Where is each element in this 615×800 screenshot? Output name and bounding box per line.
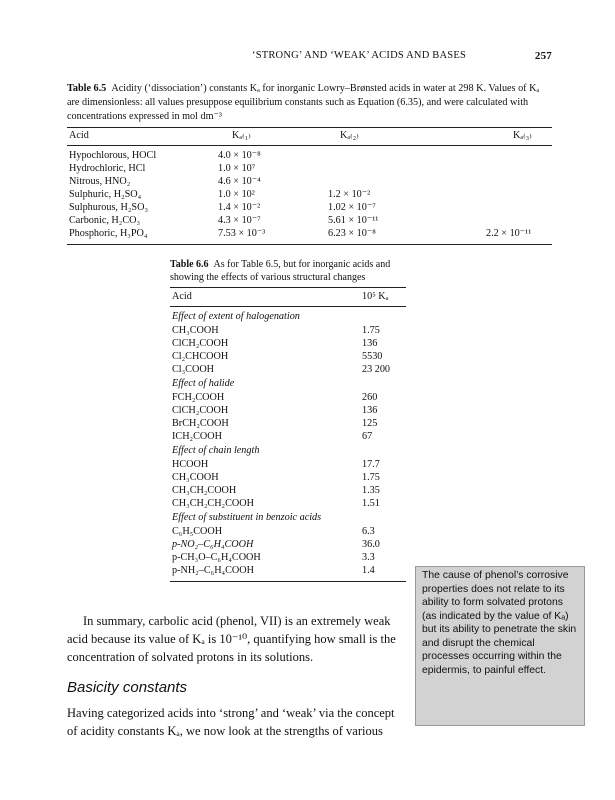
ka-value: 17.7 bbox=[362, 459, 380, 470]
acid-formula: FCH₂COOH bbox=[172, 392, 225, 403]
ka1-value: 4.6 × 10⁻⁴ bbox=[218, 176, 261, 187]
margin-note: The cause of phenol’s corrosive properties does not relate to its ability to form solvated protons (as indicated by the value of Kₐ) but its ability to penetrate the skin and disrupt the chemical processes occurring within the epidermis, to painful effect. bbox=[415, 566, 585, 726]
ka2-value: 5.61 × 10⁻¹¹ bbox=[328, 215, 379, 226]
ka-value: 1.4 bbox=[362, 565, 375, 576]
table-6-6-top-rule bbox=[170, 287, 406, 288]
table-6-5-bottom-rule bbox=[67, 244, 552, 245]
ka-value: 6.3 bbox=[362, 526, 375, 537]
acid-formula: Cl₂CHCOOH bbox=[172, 351, 229, 362]
table-6-5-label: Table 6.5 bbox=[67, 83, 107, 94]
ka-value: 1.75 bbox=[362, 472, 380, 483]
ka1-value: 1.0 × 10⁷ bbox=[218, 163, 256, 174]
section-title: Effect of substituent in benzoic acids bbox=[172, 512, 322, 523]
ka1-value: 1.4 × 10⁻² bbox=[218, 202, 261, 213]
acid-formula: ICH₂COOH bbox=[172, 431, 222, 442]
ka2-value: 6.23 × 10⁻⁸ bbox=[328, 228, 376, 239]
running-title: ‘STRONG’ AND ‘WEAK’ ACIDS AND BASES bbox=[252, 50, 466, 61]
ka-value: 1.75 bbox=[362, 325, 380, 336]
ka-value: 136 bbox=[362, 405, 378, 416]
acid-name: Sulphurous, H₂SO₃ bbox=[69, 202, 148, 213]
ka1-value: 1.0 × 10² bbox=[218, 189, 255, 200]
acid-formula: HCOOH bbox=[172, 459, 209, 470]
ka-value: 67 bbox=[362, 431, 373, 442]
acid-formula: Cl₃COOH bbox=[172, 364, 215, 375]
section-title: Effect of halide bbox=[172, 378, 235, 389]
body-paragraph: Having categorized acids into ‘strong’ and ‘weak’ via the concept of acidity constants Kₐ, we now look at the strengths of various bbox=[67, 706, 395, 738]
column-header: Kₐ₍₁₎ bbox=[232, 130, 251, 141]
ka-value: 1.51 bbox=[362, 498, 380, 509]
section-title: Effect of chain length bbox=[172, 445, 260, 456]
ka-value: 3.3 bbox=[362, 552, 375, 563]
column-header: Kₐ₍₃₎ bbox=[513, 130, 532, 141]
acid-formula: ClCH₂COOH bbox=[172, 338, 229, 349]
table-6-6-bottom-rule bbox=[170, 581, 406, 582]
acid-name: Nitrous, HNO₂ bbox=[69, 176, 131, 187]
ka-value: 125 bbox=[362, 418, 378, 429]
ka2-value: 1.2 × 10⁻² bbox=[328, 189, 371, 200]
ka3-value: 2.2 × 10⁻¹¹ bbox=[486, 228, 532, 239]
acid-formula: p-CH₃O–C₆H₄COOH bbox=[172, 552, 261, 563]
acid-formula: CH₃COOH bbox=[172, 325, 219, 336]
table-6-5-header-rule bbox=[67, 145, 552, 146]
table-6-5-header-row bbox=[0, 130, 615, 142]
ka1-value: 4.0 × 10⁻⁸ bbox=[218, 150, 261, 161]
ka-value: 260 bbox=[362, 392, 378, 403]
section-heading: Basicity constants bbox=[67, 679, 188, 696]
acid-formula: C₆H₅COOH bbox=[172, 526, 223, 537]
table-6-6-caption-text: As for Table 6.5, but for inorganic acids and showing the effects of various structural changes bbox=[170, 259, 391, 283]
acid-formula: CH₃COOH bbox=[172, 472, 219, 483]
acid-name: Hypochlorous, HOCl bbox=[69, 150, 157, 161]
acid-formula: CH₃CH₂COOH bbox=[172, 485, 237, 496]
acid-name: Phosphoric, H₃PO₄ bbox=[69, 228, 148, 239]
running-header bbox=[252, 50, 552, 61]
table-6-6-label: Table 6.6 bbox=[170, 259, 209, 270]
column-header: 10⁵ Kₐ bbox=[362, 291, 389, 302]
ka-value: 5530 bbox=[362, 351, 383, 362]
ka1-value: 7.53 × 10⁻³ bbox=[218, 228, 266, 239]
table-6-6-caption bbox=[170, 258, 406, 284]
table-6-5-top-rule bbox=[67, 127, 552, 128]
acid-name: Hydrochloric, HCl bbox=[69, 163, 146, 174]
ka2-value: 1.02 × 10⁻⁷ bbox=[328, 202, 376, 213]
ka-value: 1.35 bbox=[362, 485, 380, 496]
acid-formula: ClCH₂COOH bbox=[172, 405, 229, 416]
acid-name: Sulphuric, H₂SO₄ bbox=[69, 189, 142, 200]
column-header: Acid bbox=[172, 291, 192, 302]
table-6-6-header-rule bbox=[170, 306, 406, 307]
body-paragraph: In summary, carbolic acid (phenol, VII) is an extremely weak acid because its value of Kₐ is 10⁻¹⁰, quantifying how small is the concentration of solvated protons in its solutions. bbox=[67, 614, 396, 664]
acid-formula: p-NH₂–C₆H₄COOH bbox=[172, 565, 254, 576]
column-header: Kₐ₍₂₎ bbox=[340, 130, 359, 141]
column-header: Acid bbox=[69, 130, 89, 141]
page-number: 257 bbox=[534, 50, 552, 62]
table-6-5-caption bbox=[67, 82, 552, 124]
section-title: Effect of extent of halogenation bbox=[172, 311, 300, 322]
table-6-5-caption-text: Acidity (‘dissociation’) constants Kₐ for inorganic Lowry–Brønsted acids in water at 298 K. Values of Kₐ are dimensionless: all values presuppose equilibrium constants such as Equation (6.35), and were calculated with concentrations expressed in mol dm⁻³ bbox=[67, 83, 540, 122]
ka-value: 36.0 bbox=[362, 539, 380, 550]
acid-formula: BrCH₂COOH bbox=[172, 418, 229, 429]
acid-formula: CH₃CH₂CH₂COOH bbox=[172, 498, 254, 509]
ka-value: 23 200 bbox=[362, 364, 391, 375]
acid-formula: p-NO₂–C₆H₄COOH bbox=[172, 539, 254, 550]
ka1-value: 4.3 × 10⁻⁷ bbox=[218, 215, 261, 226]
ka-value: 136 bbox=[362, 338, 378, 349]
acid-name: Carbonic, H₂CO₃ bbox=[69, 215, 141, 226]
